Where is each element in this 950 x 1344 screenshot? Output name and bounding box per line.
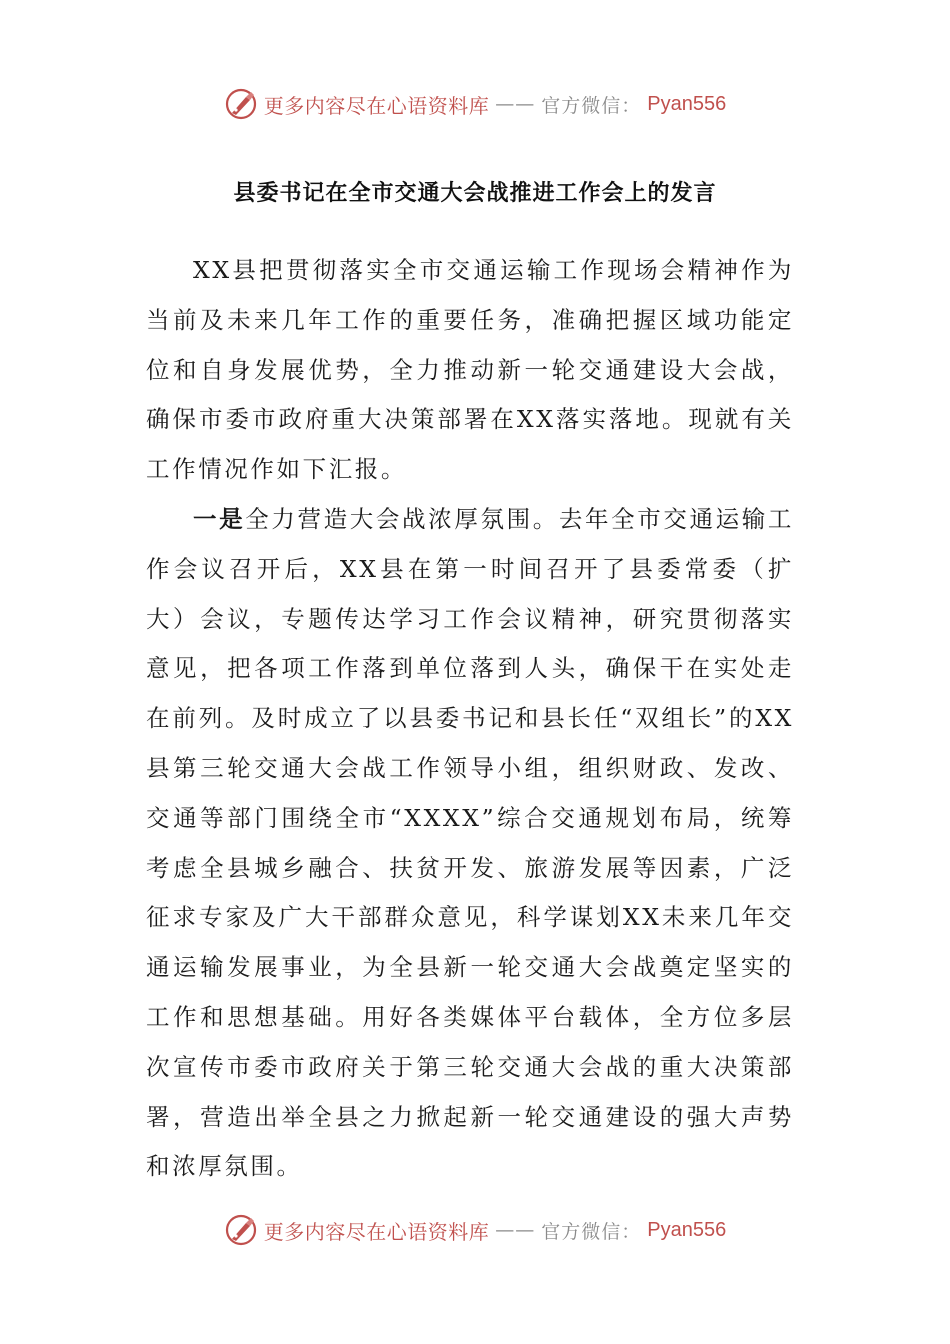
watermark-text: 更多内容尽在心语资料库: [263, 1219, 490, 1244]
watermark-banner-bottom: [0, 1208, 950, 1252]
watermark-wechat-id: Pyan556: [647, 1218, 727, 1241]
paragraph-point-one: [146, 495, 794, 1192]
document-title: 县委书记在全市交通大会战推进工作会上的发言: [233, 181, 717, 206]
paragraph-text: 全力营造大会战浓厚氛围。去年全市交通运输工作会议召开后，XX县在第一时间召开了县委常委（扩大）会议，专题传达学习工作会议精神，研究贯彻落实意见，把各项工作落到单位落到人头，确保干在实处走在前列。及时成立了以县委书记和县长任“双组长”的XX县第三轮交通大会战工作领导小组，组织财政、发改、交通等部门围绕全市“XXXX”综合交通规划布局，统筹考虑全县城乡融合、扶贫开发、旅游发展等因素，广泛征求专家及广大干部群众意见，科学谋划XX未来几年交通运输发展事业，为全县新一轮交通大会战奠定坚实的工作和思想基础。用好各类媒体平台载体，全方位多层次宣传市委市政府关于第三轮交通大会战的重大决策部署，营造出举全县之力掀起新一轮交通建设的强大声势和浓厚氛围。: [146, 504, 794, 1181]
paragraph-lead: 一是: [193, 504, 246, 533]
watermark-text: 更多内容尽在心语资料库: [263, 93, 490, 118]
paragraph-text: XX县把贯彻落实全市交通运输工作现场会精神作为当前及未来几年工作的重要任务，准确把握区域功能定位和自身发展优势，全力推动新一轮交通建设大会战，确保市委市政府重大决策部署在XX落实落地。现就有关工作情况作如下汇报。: [146, 256, 794, 484]
watermark-dash: ——: [495, 93, 536, 115]
pen-nib-logo-icon: [224, 87, 258, 121]
watermark-dash: ——: [495, 1219, 536, 1241]
paragraph-intro: [146, 246, 794, 495]
document-body: [146, 246, 794, 1192]
watermark-banner-top: [0, 82, 950, 126]
watermark-wechat-id: Pyan556: [647, 92, 727, 115]
watermark-wechat-label: 官方微信：: [541, 1220, 642, 1243]
pen-nib-logo-icon: [224, 1213, 258, 1247]
watermark-wechat-label: 官方微信：: [541, 94, 642, 117]
